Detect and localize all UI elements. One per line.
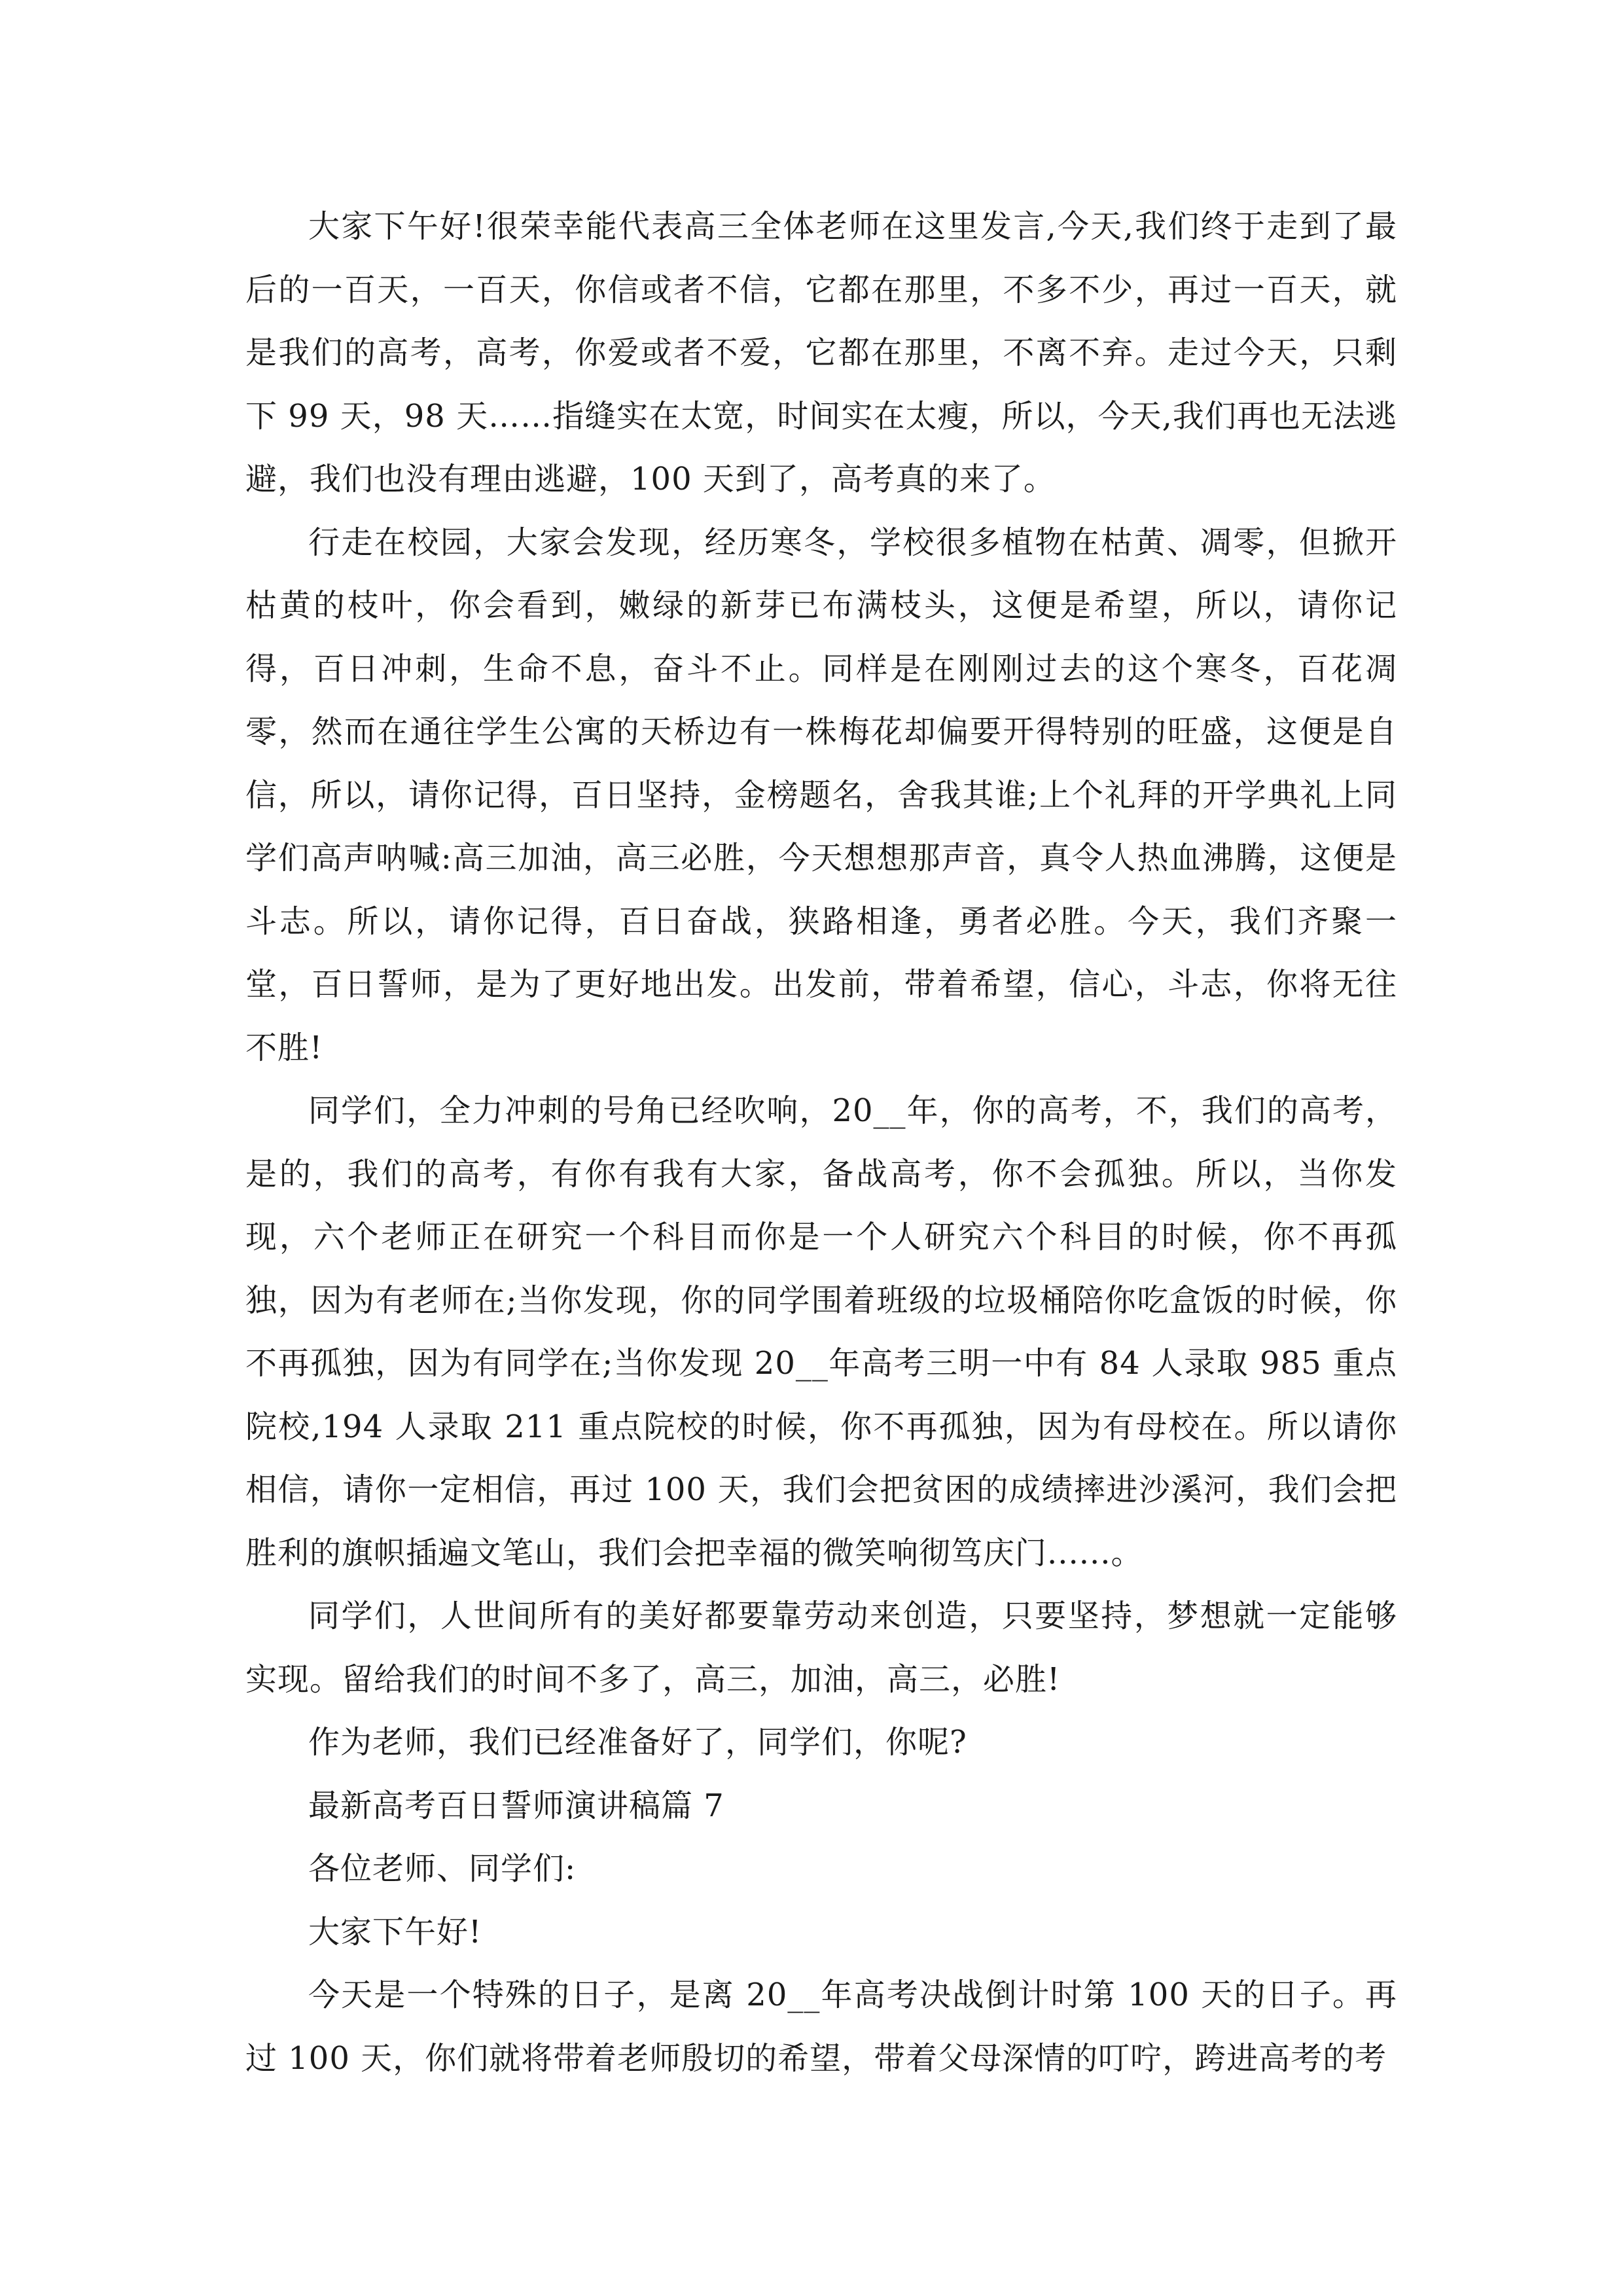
paragraph-2: 行走在校园，大家会发现，经历寒冬，学校很多植物在枯黄、凋零，但掀开枯黄的枝叶，你会看到，嫩绿的新芽已布满枝头，这便是希望，所以，请你记得，百日冲刺，生命不息，奋斗不止。同样是在刚刚过去的这个寒冬，百花凋零，然而在通往学生公寓的天桥边有一株梅花却偏要开得特别的旺盛，这便是自信，所以，请你记得，百日坚持，金榜题名，舍我其谁;上个礼拜的开学典礼上同学们高声呐喊:高三加油，高三必胜，今天想想那声音，真令人热血沸腾，这便是斗志。所以，请你记得，百日奋战，狭路相逢，勇者必胜。今天，我们齐聚一堂，百日誓师，是为了更好地出发。出发前，带着希望，信心，斗志，你将无往不胜! <box>245 524 1397 1066</box>
document-body <box>245 195 1397 2090</box>
salutation: 各位老师、同学们: <box>308 1850 577 1887</box>
paragraph-1: 大家下午好!很荣幸能代表高三全体老师在这里发言,今天,我们终于走到了最后的一百天，一百天，你信或者不信，它都在那里，不多不少，再过一百天，就是我们的高考，高考，你爱或者不爱，它都在那里，不离不弃。走过今天，只剩下 99 天，98 天……指缝实在太宽，时间实在太瘦，所以，今天,我们再也无法逃避，我们也没有理由逃避，100 天到了，高考真的来了。 <box>245 208 1397 497</box>
greeting: 大家下午好! <box>308 1913 482 1950</box>
paragraph-9: 今天是一个特殊的日子，是离 20__年高考决战倒计时第 100 天的日子。再过 100 天，你们就将带着老师殷切的希望，带着父母深情的叮咛，跨进高考的考 <box>245 1977 1397 2077</box>
paragraph-3: 同学们，全力冲刺的号角已经吹响，20__年，你的高考，不，我们的高考，是的，我们的高考，有你有我有大家，备战高考，你不会孤独。所以，当你发现，六个老师正在研究一个科目而你是一个人研究六个科目的时候，你不再孤独，因为有老师在;当你发现，你的同学围着班级的垃圾桶陪你吃盒饭的时候，你不再孤独，因为有同学在;当你发现 20__年高考三明一中有 84 人录取 985 重点院校,194 人录取 211 重点院校的时候，你不再孤独，因为有母校在。所以请你相信，请你一定相信，再过 100 天，我们会把贫困的成绩摔进沙溪河，我们会把胜利的旗帜插遍文笔山，我们会把幸福的微笑响彻笃庆门......。 <box>245 1092 1397 1571</box>
paragraph-4: 同学们，人世间所有的美好都要靠劳动来创造，只要坚持，梦想就一定能够实现。留给我们的时间不多了，高三，加油，高三，必胜! <box>245 1598 1397 1698</box>
paragraph-5: 作为老师，我们已经准备好了，同学们，你呢? <box>308 1724 967 1761</box>
section-heading: 最新高考百日誓师演讲稿篇 7 <box>308 1787 724 1824</box>
